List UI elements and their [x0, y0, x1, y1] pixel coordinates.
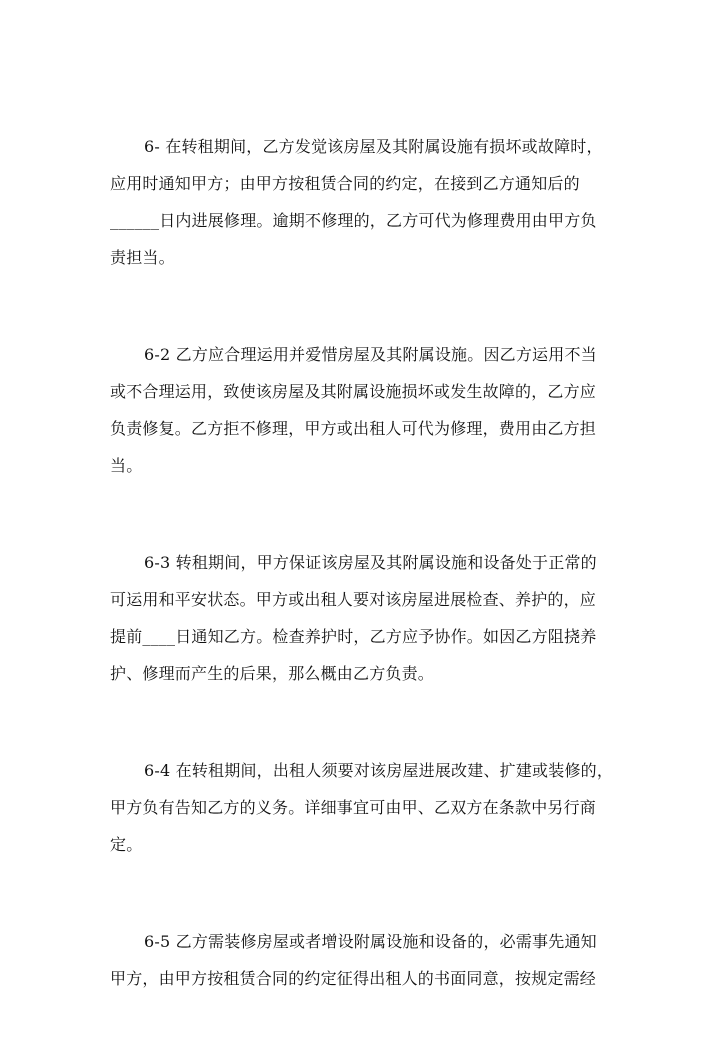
- text-line: 甲方负有告知乙方的义务。详细事宜可由甲、乙双方在条款中另行商: [110, 798, 597, 817]
- clause-6-5: [110, 923, 612, 997]
- text-line: 甲方，由甲方按租赁合同的约定征得出租人的书面同意，按规定需经: [110, 969, 597, 988]
- text-line: 6-4 在转租期间，出租人须要对该房屋进展改建、扩建或装修的，: [144, 761, 614, 780]
- text-line: ______日内进展修理。逾期不修理的，乙方可代为修理费用由甲方负: [110, 211, 597, 230]
- text-line: 6- 在转租期间，乙方发觉该房屋及其附属设施有损坏或故障时，: [144, 137, 603, 156]
- text-line: 或不合理运用，致使该房屋及其附属设施损坏或发生故障的，乙方应: [110, 382, 597, 401]
- text-line: 当。: [110, 456, 143, 475]
- text-line: 可运用和平安状态。甲方或出租人要对该房屋进展检查、养护的，应: [110, 590, 597, 609]
- clause-6-2: [110, 336, 612, 484]
- text-line: 责担当。: [110, 248, 175, 267]
- text-line: 应用时通知甲方；由甲方按租赁合同的约定，在接到乙方通知后的: [110, 174, 580, 193]
- text-line: 6-3 转租期间，甲方保证该房屋及其附属设施和设备处于正常的: [144, 553, 597, 572]
- clause-6-3: [110, 544, 612, 692]
- text-line: 6-5 乙方需装修房屋或者增设附属设施和设备的，必需事先通知: [144, 932, 597, 951]
- text-line: 负责修复。乙方拒不修理，甲方或出租人可代为修理，费用由乙方担: [110, 419, 597, 438]
- text-line: 护、修理而产生的后果，那么概由乙方负责。: [110, 664, 435, 683]
- clause-6-4: [110, 752, 612, 863]
- clause-6-1: [110, 128, 612, 276]
- text-line: 定。: [110, 835, 143, 854]
- document-body: [110, 128, 612, 1057]
- text-line: 6-2 乙方应合理运用并爱惜房屋及其附属设施。因乙方运用不当: [144, 345, 597, 364]
- text-line: 提前____日通知乙方。检查养护时，乙方应予协作。如因乙方阻挠养: [110, 627, 597, 646]
